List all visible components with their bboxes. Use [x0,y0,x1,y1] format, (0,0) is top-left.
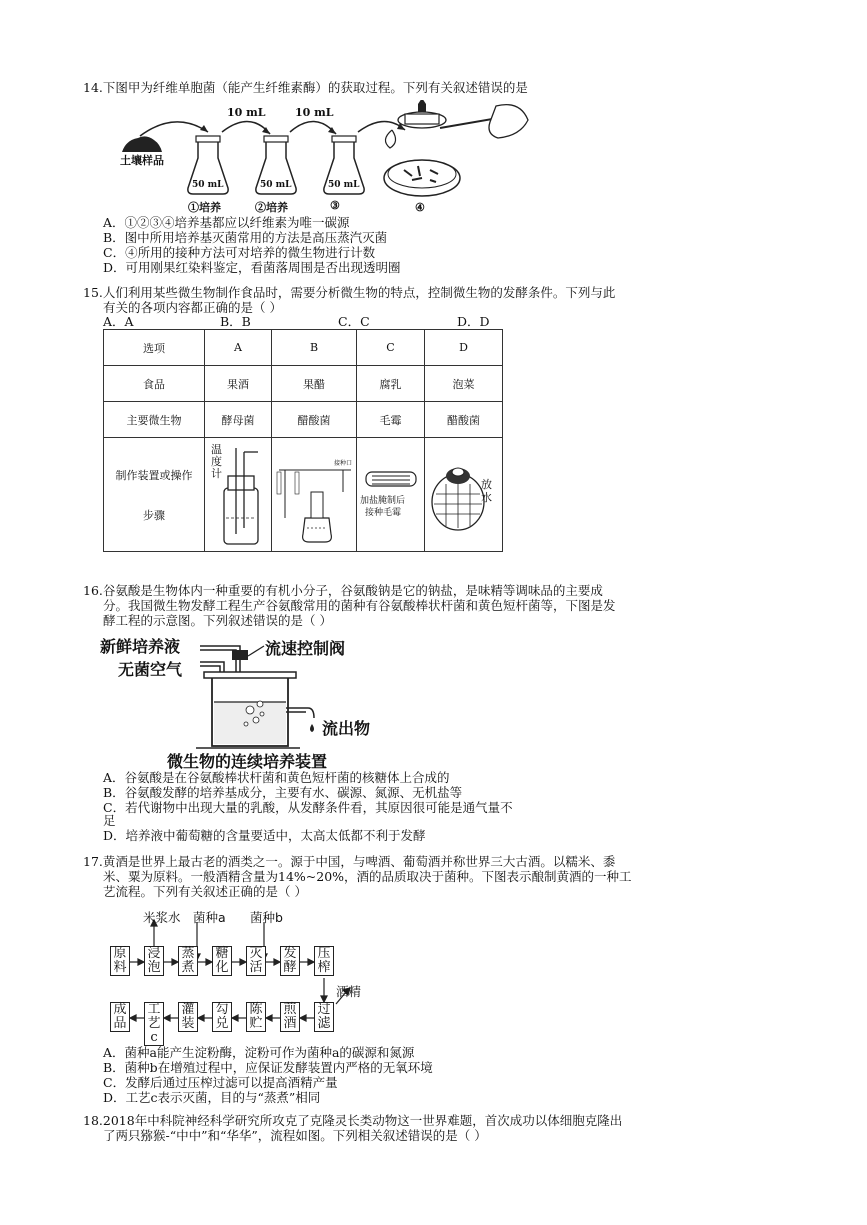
table-cell [425,438,503,552]
flow-valve-label: 流速控制阀 [265,639,346,658]
thermometer-label: 温度计 [211,443,222,480]
q17-option-a: A．菌种a能产生淀粉酶，淀粉可作为菌种a的碳源和氮源 [103,1045,415,1060]
q16-stem-2: 分。我国微生物发酵工程生产谷氨酸常用的菌种有谷氨酸棒状杆菌和黄色短杆菌等，下图是发 [103,598,616,613]
q16-stem-3: 酵工程的示意图。下列叙述错误的是（ ） [103,613,332,628]
flow-step-soak: 浸泡 [144,946,164,976]
table-cell [104,438,205,552]
flow-step-age: 陈贮 [246,1002,266,1032]
q17-option-b: B．菌种b在增殖过程中，应保证发酵装置内严格的无氧环境 [103,1060,433,1075]
q14-stem: 14.下图甲为纤维单胞菌（能产生纤维素酶）的获取过程。下列有关叙述错误的是 [83,80,528,95]
table-cell: 毛霉 [357,402,425,438]
table-cell: 果醋 [272,366,357,402]
table-cell [272,438,357,552]
q18-stem-1: 18.2018年中科院神经科学研究所攻克了克隆灵长类动物这一世界难题，首次成功以体细胞克隆出 [83,1113,623,1128]
q14-option-d: D．可用刚果红染料鉴定，看菌落周围是否出现透明圈 [103,260,401,275]
q17-stem-2: 米、粟为原料。一般酒精含量为14%~20%，酒的品质取决于菌种。下图表示酿制黄酒的一种工 [103,869,632,884]
q14-flask2-volume: 50 mL [260,180,292,190]
tofu-tray-icon [358,438,424,548]
table-row [104,330,503,366]
table-cell: B [272,330,357,366]
q15-choice-b: B．B [220,314,251,329]
table-cell: 主要微生物 [104,402,205,438]
table-cell: 醋酸菌 [272,402,357,438]
q17-process-flow-arrows [100,900,380,1040]
q14-step2: ②培养 [255,201,288,214]
valve-icon [232,650,248,660]
q14-step3: ③ [330,199,340,212]
q14-step1: ①培养 [188,201,221,214]
q17-stem-1: 17.黄酒是世界上最古老的酒类之一。源于中国，与啤酒、葡萄酒并称世界三大古酒。以糯米、黍 [83,854,616,869]
q14-flask1-volume: 50 mL [192,180,224,190]
q14-volume-1: 10 mL [227,106,266,119]
flow-step-raw: 原料 [110,946,130,976]
rice-water-label: 米浆水 [143,910,181,925]
table-cell: A [205,330,272,366]
table-row [104,402,503,438]
q15-stem-2: 有关的各项内容都正确的是（ ） [103,300,282,315]
flow-step-ferment: 发酵 [280,946,300,976]
water-seal-label: 放水 [481,478,492,504]
flow-step-decoct: 煎酒 [280,1002,300,1032]
flow-step-filter: 过滤 [314,1002,334,1032]
sterile-air-label: 无菌空气 [118,660,183,679]
vinegar-device-icon [273,438,355,548]
q15-choice-a: A．A [103,314,134,329]
spread-plate-icon [384,100,528,196]
table-cell [357,438,425,552]
table-cell: 酵母菌 [205,402,272,438]
table-cell [205,438,272,552]
salt-label-2: 接种毛霉 [365,508,402,518]
table-cell: D [425,330,503,366]
table-cell: 果酒 [205,366,272,402]
flow-step-saccharify: 糖化 [212,946,232,976]
q16-option-c: C．若代谢物中出现大量的乳酸，从发酵条件看，其原因很可能是通气量不 [103,800,513,815]
q16-option-c-cont: 足 [103,813,116,828]
table-row [104,438,503,552]
flow-step-product: 成品 [110,1002,130,1032]
q14-option-b: B．图中所用培养基灭菌常用的方法是高压蒸汽灭菌 [103,230,388,245]
q15-table [103,329,503,552]
device-label-2: 步骤 [143,508,165,522]
flow-step-process-c: 工艺c [144,1002,164,1046]
table-cell: 选项 [104,330,205,366]
q14-option-a: A．①②③④培养基都应以纤维素为唯一碳源 [103,215,350,230]
flow-step-blend: 勾兑 [212,1002,232,1032]
q17-stem-3: 艺流程。下列有关叙述正确的是（ ） [103,884,307,899]
q15-choice-c: C．C [338,314,370,329]
strain-b-label: 菌种b [250,910,283,925]
q14-soil-label: 土壤样品 [120,154,164,167]
strain-a-label: 菌种a [193,910,226,925]
inoculation-port-label: 接种口 [334,460,353,467]
table-cell: C [357,330,425,366]
q14-step4: ④ [415,201,425,214]
alcohol-label: 酒精 [336,984,362,999]
q18-stem-2: 了两只猕猴-“中中”和“华华”，流程如图。下列相关叙述错误的是（ ） [103,1128,487,1143]
table-row [104,366,503,402]
table-cell: 腐乳 [357,366,425,402]
flow-step-steam: 蒸煮 [178,946,198,976]
salt-label-1: 加盐腌制后 [360,496,406,506]
q14-volume-2: 10 mL [295,106,334,119]
outflow-label: 流出物 [322,719,371,738]
q16-stem-1: 16.谷氨酸是生物体内一种重要的有机小分子，谷氨酸钠是它的钠盐，是味精等调味品的主要成 [83,583,603,598]
q17-option-d: D．工艺c表示灭菌，目的与“蒸煮”相同 [103,1090,321,1105]
q14-option-c: C．④所用的接种方法可对培养的微生物进行计数 [103,245,376,260]
q14-flask3-volume: 50 mL [328,180,360,190]
flow-step-fill: 灌装 [178,1002,198,1032]
flow-step-inactivate: 灭活 [246,946,266,976]
q16-option-b: B．谷氨酸发酵的培养基成分，主要有水、碳源、氮源、无机盐等 [103,785,463,800]
table-cell: 泡菜 [425,366,503,402]
flow-step-press: 压榨 [314,946,334,976]
q16-option-d: D．培养液中葡萄糖的含量要适中，太高太低都不利于发酵 [103,828,426,843]
culture-device-caption: 微生物的连续培养装置 [167,752,328,771]
fresh-medium-label: 新鲜培养液 [100,637,181,656]
q16-option-a: A．谷氨酸是在谷氨酸棒状杆菌和黄色短杆菌的核糖体上合成的 [103,770,450,785]
q15-choice-d: D．D [457,314,490,329]
device-label-1: 制作装置或操作 [115,468,193,482]
table-cell: 食品 [104,366,205,402]
q15-stem-1: 15.人们利用某些微生物制作食品时，需要分析微生物的特点，控制微生物的发酵条件。下列与此 [83,285,616,300]
table-cell: 醋酸菌 [425,402,503,438]
q17-option-c: C．发酵后通过压榨过滤可以提高酒精产量 [103,1075,338,1090]
